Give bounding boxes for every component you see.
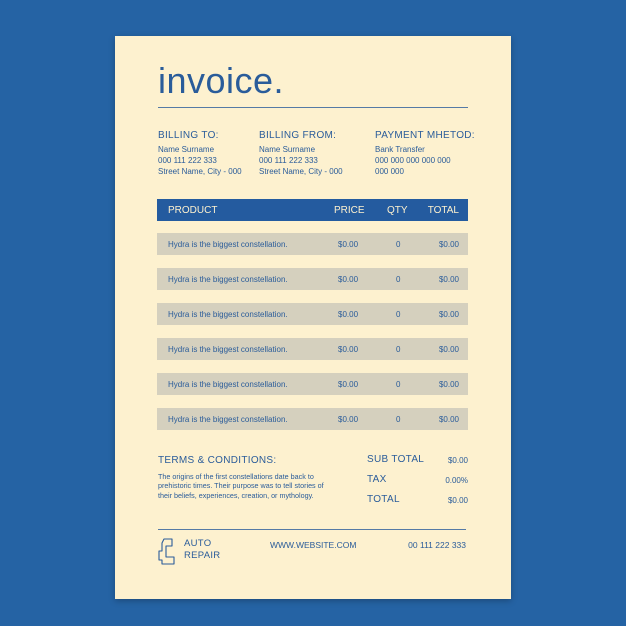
row-product: Hydra is the biggest constellation. — [168, 275, 288, 284]
subtotal-value: $0.00 — [447, 456, 468, 465]
website-link[interactable]: WWW.WEBSITE.COM — [270, 540, 357, 550]
row-price: $0.00 — [338, 240, 359, 249]
terms-text: The origins of the first constellations date back to prehistoric times. Their purpose was to tell stories of their beliefs, experiences, creation, or mythology. — [158, 472, 324, 500]
row-price: $0.00 — [338, 415, 359, 424]
total-value: $0.00 — [447, 496, 468, 505]
row-qty: 0 — [396, 415, 401, 424]
billing-to-address: Street Name, City - 000 — [158, 167, 242, 176]
payment-method: Bank Transfer — [375, 145, 425, 154]
car-seat-icon — [158, 537, 180, 567]
table-row — [157, 233, 468, 255]
subtotal-label: SUB TOTAL — [367, 454, 425, 465]
billing-from-address: Street Name, City - 000 — [259, 167, 343, 176]
payment-block — [375, 130, 475, 177]
brand-name — [184, 538, 220, 562]
total-label: TOTAL — [367, 494, 400, 505]
billing-from-block — [259, 130, 343, 177]
row-product: Hydra is the biggest constellation. — [168, 380, 288, 389]
row-total: $0.00 — [438, 415, 459, 424]
brand-line1: AUTO — [184, 538, 212, 549]
terms-label: TERMS & CONDITIONS: — [158, 455, 277, 466]
header-product: PRODUCT — [168, 205, 218, 216]
row-product: Hydra is the biggest constellation. — [168, 240, 288, 249]
billing-from-phone: 000 111 222 333 — [259, 156, 318, 165]
table-row — [157, 268, 468, 290]
row-price: $0.00 — [338, 345, 359, 354]
title-divider — [158, 107, 468, 108]
billing-to-phone: 000 111 222 333 — [158, 156, 217, 165]
brand-line2: REPAIR — [184, 550, 221, 561]
row-product: Hydra is the biggest constellation. — [168, 415, 288, 424]
payment-label: PAYMENT MHETOD: — [375, 130, 475, 141]
row-price: $0.00 — [338, 310, 359, 319]
row-total: $0.00 — [438, 345, 459, 354]
row-qty: 0 — [396, 240, 401, 249]
row-product: Hydra is the biggest constellation. — [168, 345, 288, 354]
payment-account-line1: 000 000 000 000 000 — [375, 156, 451, 165]
billing-from-label: BILLING FROM: — [259, 130, 337, 141]
table-row — [157, 408, 468, 430]
row-total: $0.00 — [438, 380, 459, 389]
table-header — [157, 199, 468, 221]
row-total: $0.00 — [438, 240, 459, 249]
tax-label: TAX — [367, 474, 387, 485]
row-qty: 0 — [396, 345, 401, 354]
row-product: Hydra is the biggest constellation. — [168, 310, 288, 319]
row-qty: 0 — [396, 275, 401, 284]
row-price: $0.00 — [338, 380, 359, 389]
payment-account-line2: 000 000 — [375, 167, 404, 176]
header-qty: QTY — [387, 205, 408, 216]
table-row — [157, 373, 468, 395]
invoice-title: invoice. — [158, 60, 285, 101]
row-qty: 0 — [396, 310, 401, 319]
billing-to-name: Name Surname — [158, 145, 215, 154]
header-price: PRICE — [334, 205, 365, 216]
tax-value: 0.00% — [445, 476, 468, 485]
table-row — [157, 338, 468, 360]
footer-phone: 00 111 222 333 — [408, 540, 466, 550]
row-total: $0.00 — [438, 275, 459, 284]
footer-divider — [158, 529, 466, 530]
row-qty: 0 — [396, 380, 401, 389]
billing-to-label: BILLING TO: — [158, 130, 219, 141]
billing-from-name: Name Surname — [259, 145, 316, 154]
header-total: TOTAL — [427, 205, 459, 216]
billing-to-block — [158, 130, 242, 177]
table-row — [157, 303, 468, 325]
row-total: $0.00 — [438, 310, 459, 319]
row-price: $0.00 — [338, 275, 359, 284]
invoice-sheet — [115, 36, 511, 599]
